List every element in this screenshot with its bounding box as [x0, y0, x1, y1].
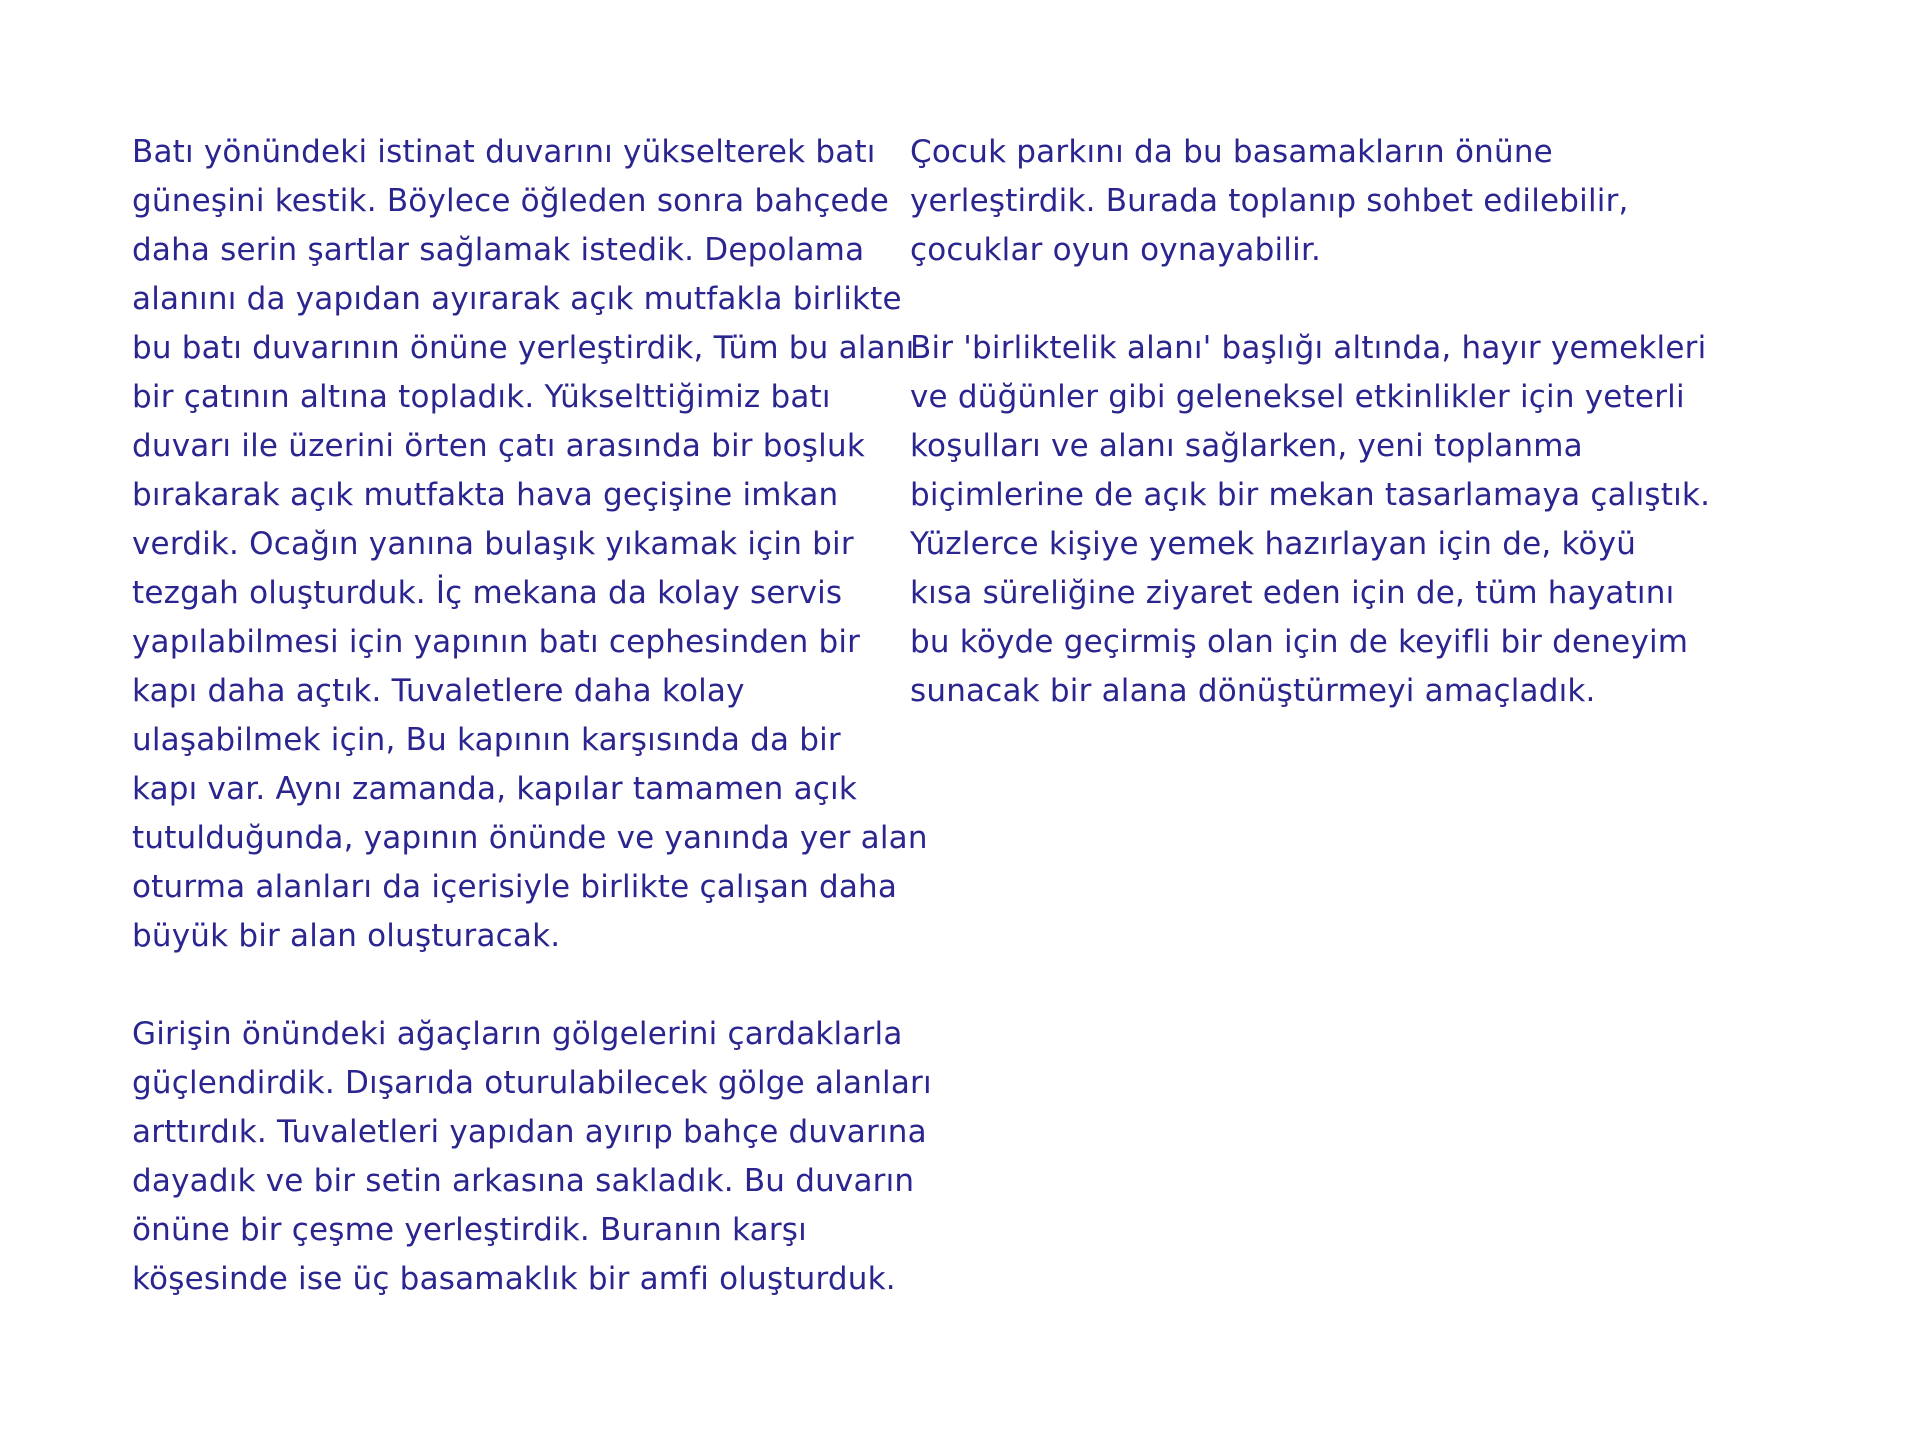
text-line: bırakarak açık mutfakta hava geçişine imkan — [132, 477, 839, 513]
text-line: tezgah oluşturduk. İç mekana da kolay servis — [132, 575, 843, 611]
text-line: bu batı duvarının önüne yerleştirdik, Tüm bu alanı — [132, 330, 915, 366]
text-line: ulaşabilmek için, Bu kapının karşısında da bir — [132, 722, 841, 758]
text-line: sunacak bir alana dönüştürmeyi amaçladık. — [910, 673, 1596, 709]
right-column — [910, 128, 1711, 765]
text-line: bu köyde geçirmiş olan için de keyifli bir deneyim — [910, 624, 1689, 660]
text-line: yerleştirdik. Burada toplanıp sohbet edilebilir, — [910, 183, 1629, 219]
text-line: büyük bir alan oluşturacak. — [132, 918, 561, 954]
text-line: verdik. Ocağın yanına bulaşık yıkamak için bir — [132, 526, 854, 562]
text-line: güneşini kestik. Böylece öğleden sonra bahçede — [132, 183, 889, 219]
text-line: alanını da yapıdan ayırarak açık mutfakla birlikte — [132, 281, 902, 317]
text-line: oturma alanları da içerisiyle birlikte çalışan daha — [132, 869, 898, 905]
text-line: koşulları ve alanı sağlarken, yeni toplanma — [910, 428, 1583, 464]
left-column — [132, 128, 932, 1353]
text-line: Bir 'birliktelik alanı' başlığı altında, hayır yemekleri — [910, 330, 1707, 366]
text-line: Yüzlerce kişiye yemek hazırlayan için de, köyü — [910, 526, 1637, 562]
right-paragraph-1 — [910, 128, 1690, 275]
text-line: kapı daha açtık. Tuvaletlere daha kolay — [132, 673, 745, 709]
text-line: Çocuk parkını da bu basamakların önüne — [910, 134, 1553, 170]
text-line: Girişin önündeki ağaçların gölgelerini çardaklarla — [132, 1016, 903, 1052]
text-line: yapılabilmesi için yapının batı cephesinden bir — [132, 624, 861, 660]
text-line: tutulduğunda, yapının önünde ve yanında yer alan — [132, 820, 928, 856]
text-line: önüne bir çeşme yerleştirdik. Buranın karşı — [132, 1212, 807, 1248]
left-paragraph-1 — [132, 128, 928, 961]
left-paragraph-2 — [132, 1010, 932, 1304]
right-paragraph-2 — [910, 324, 1711, 716]
text-line: kapı var. Aynı zamanda, kapılar tamamen açık — [132, 771, 857, 807]
text-line: daha serin şartlar sağlamak istedik. Depolama — [132, 232, 865, 268]
text-line: bir çatının altına topladık. Yükselttiğimiz batı — [132, 379, 831, 415]
text-line: köşesinde ise üç basamaklık bir amfi oluşturduk. — [132, 1261, 896, 1297]
text-line: kısa süreliğine ziyaret eden için de, tüm hayatını — [910, 575, 1675, 611]
text-line: Batı yönündeki istinat duvarını yükselterek batı — [132, 134, 876, 170]
text-line: duvarı ile üzerini örten çatı arasında bir boşluk — [132, 428, 865, 464]
text-line: güçlendirdik. Dışarıda oturulabilecek gölge alanları — [132, 1065, 932, 1101]
text-line: çocuklar oyun oynayabilir. — [910, 232, 1322, 268]
text-line: arttırdık. Tuvaletleri yapıdan ayırıp bahçe duvarına — [132, 1114, 927, 1150]
text-line: ve düğünler gibi geleneksel etkinlikler için yeterli — [910, 379, 1685, 415]
text-line: biçimlerine de açık bir mekan tasarlamaya çalıştık. — [910, 477, 1711, 513]
text-line: dayadık ve bir setin arkasına sakladık. Bu duvarın — [132, 1163, 915, 1199]
